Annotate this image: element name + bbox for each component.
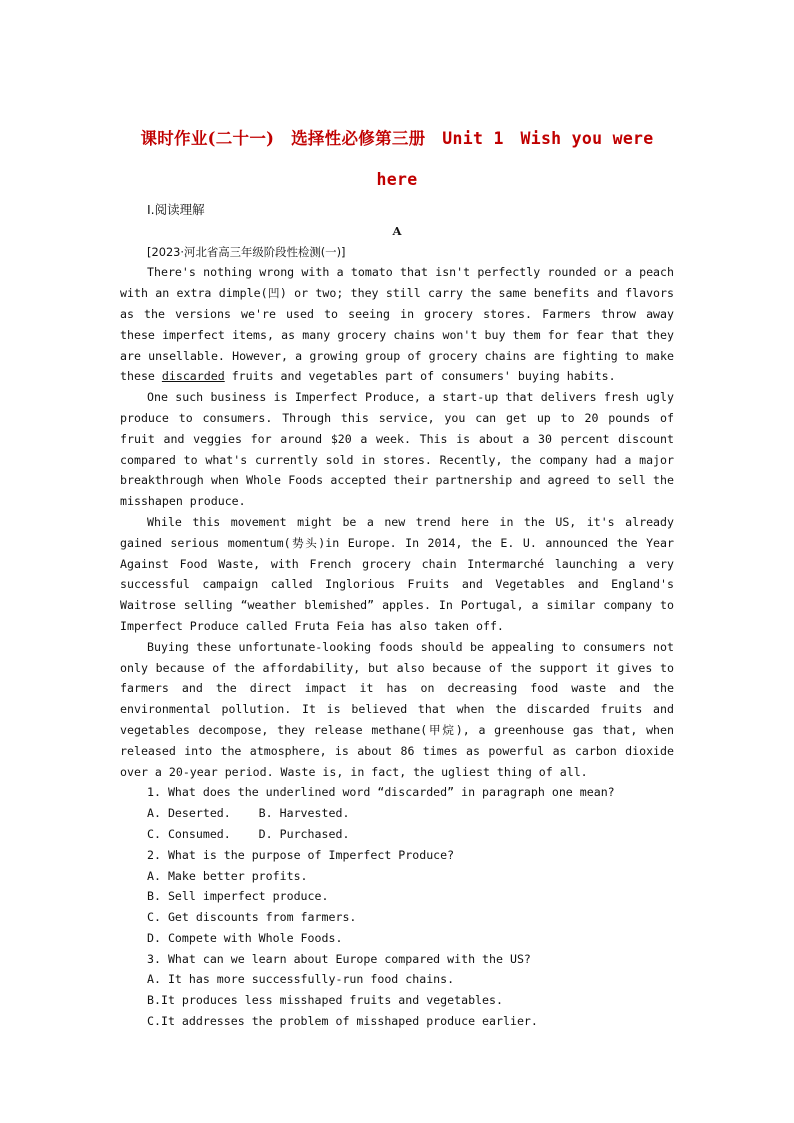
title-english: Unit 1 Wish you were here	[376, 129, 654, 189]
question-1-options-row-2: C. Consumed. D. Purchased.	[147, 826, 350, 841]
question-2-option-b: B. Sell imperfect produce.	[147, 889, 329, 904]
question-1-options-row-1: A. Deserted. B. Harvested.	[147, 806, 350, 821]
paragraph-1-text: There's nothing wrong with a tomato that isn't perfectly rounded or a peach with an extra dimple(凹) or two; they still carry the same benefits and flavors as the versions we're used to seeing in grocery stores. Farmers throw away these imperfect items, as many grocery chains won't buy them for fear that they are unsellable. However, a growing group of grocery chains are fighting to make these	[120, 265, 674, 384]
document-title	[120, 118, 674, 200]
paragraph-1-tail: fruits and vegetables part of consumers' buying habits.	[224, 369, 616, 384]
question-1: 1. What does the underlined word “discarded” in paragraph one mean?	[147, 785, 615, 800]
question-3-option-b: B.It produces less misshaped fruits and vegetables.	[147, 993, 503, 1008]
question-2-option-c: C. Get discounts from farmers.	[147, 910, 357, 925]
question-3: 3. What can we learn about Europe compared with the US?	[147, 951, 531, 966]
question-3-option-a: A. It has more successfully-run food chains.	[147, 972, 455, 987]
passage-label: A	[392, 223, 402, 238]
paragraph-1	[120, 262, 674, 387]
underlined-word: discarded	[161, 369, 225, 384]
document-body	[120, 200, 674, 1032]
title-chinese: 课时作业(二十一) 选择性必修第三册	[140, 129, 443, 148]
question-2-option-a: A. Make better profits.	[147, 868, 308, 883]
question-2-option-d: D. Compete with Whole Foods.	[147, 930, 343, 945]
paragraph-2: One such business is Imperfect Produce, a start-up that delivers fresh ugly produce to consumers. Through this service, you can get up to 20 pounds of fruit and veggies for around $20 a week. This is about a 30 percent discount compared to what's currently sold in stores. Recently, the company had a major breakthrough when Whole Foods accepted their partnership and agreed to sell the misshapen produce.	[120, 390, 674, 509]
question-2: 2. What is the purpose of Imperfect Produce?	[147, 847, 455, 862]
question-3-option-c: C.It addresses the problem of misshaped produce earlier.	[147, 1014, 538, 1029]
paragraph-3: While this movement might be a new trend here in the US, it's already gained serious momentum(势头)in Europe. In 2014, the E. U. announced the Year Against Food Waste, with French grocery chain Intermarché launching a very successful campaign called Inglorious Fruits and Vegetables and England's Waitrose selling “weather blemished” apples. In Portugal, a similar company to Imperfect Produce called Fruta Feia has also taken off.	[120, 514, 674, 633]
passage-source: [2023·河北省高三年级阶段性检测(一)]	[147, 244, 346, 259]
paragraph-4: Buying these unfortunate-looking foods should be appealing to consumers not only because of the affordability, but also because of the support it gives to farmers and the direct impact it has on decreasing food waste and the environmental pollution. It is believed that when the discarded fruits and vegetables decompose, they release methane(甲烷), a greenhouse gas that, when released into the atmosphere, is about 86 times as powerful as carbon dioxide over a 20-year period. Waste is, in fact, the ugliest thing of all.	[120, 639, 674, 779]
section-heading: Ⅰ.阅读理解	[147, 202, 205, 217]
